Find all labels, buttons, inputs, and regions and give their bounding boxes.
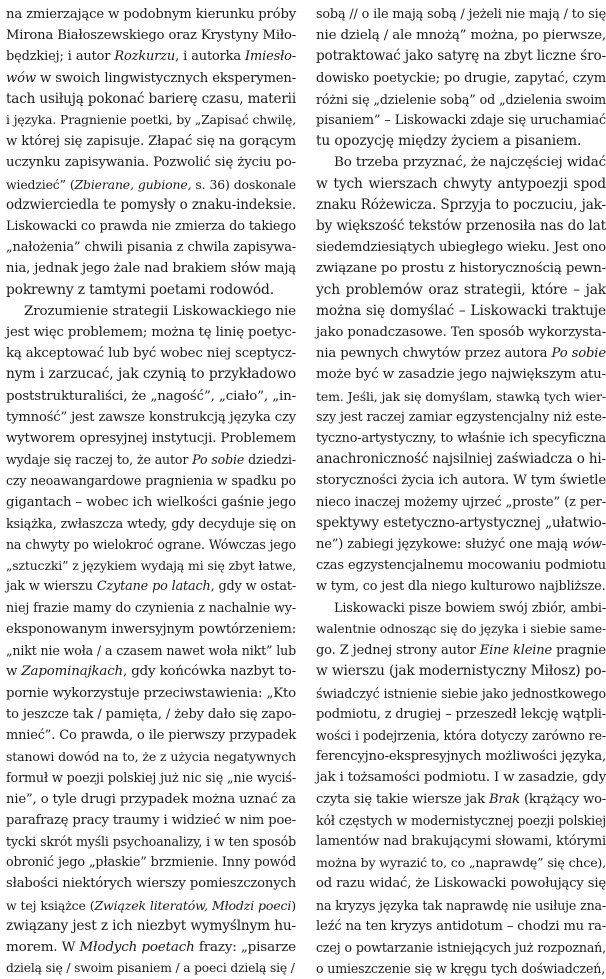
text-line: jak i tożsamości podmiotu. I w zasadzie, gdy <box>316 770 606 786</box>
text-line: kół częstych w modernistycznej poezji polskiej <box>316 812 606 828</box>
text-line: szy jest raczej zamiar egzystencjalny niż este- <box>316 409 606 425</box>
paragraph <box>6 4 296 301</box>
text-line: związany jest z ich niezbyt wymyślnym hu- <box>6 917 296 934</box>
text-line: czy neoawangardowe pragnienia w spadku po <box>6 473 296 489</box>
text-line: Bo trzeba przyznać, że najczęściej widać <box>334 154 606 171</box>
text-line: potraktować jako satyrę na zbyt liczne śro- <box>316 48 606 65</box>
text-line: „nałożenia” chwili pisania z chwila zapisywa- <box>6 240 296 256</box>
text-line: ych problemów oraz strategii, które – jak <box>316 281 606 298</box>
text-line: formuł w poezji polskiej już nic się „nie wyciś- <box>6 770 296 786</box>
text-line: niej frazie mamy do czynienia z nachalnie wy- <box>6 600 296 616</box>
text-line: poststrukturaliści, że „nagość”, „ciało”, „in- <box>6 388 296 404</box>
text-line: ne”) zabiegi językowe: służyć one mają wów- <box>316 537 606 553</box>
text-line: pornie wykorzystuje przeciwstawienia: „Kto <box>6 685 296 701</box>
text-line: o umieszczenie się w kręgu tych doświadczeń, <box>316 961 606 977</box>
text-line: tyczno-artystyczny, to właśnie ich specyficzna <box>316 431 606 447</box>
text-line: książka, zwłaszcza wtedy, gdy decyduje się on <box>6 515 296 531</box>
text-line: można by wyrazić to, co „naprawdę” się chce), <box>316 855 606 871</box>
text-line: tu opozycję między życiem a pisaniem. <box>316 133 582 150</box>
text-line: czas egzystencjalnemu mocowaniu podmiotu <box>316 558 606 574</box>
text-line: nie”, o tyle drugi przypadek można uznać za <box>6 791 296 807</box>
text-line: storyczności życia ich autora. W tym świetle <box>316 473 606 489</box>
right-text-column <box>316 4 606 979</box>
text-line: pokrewny z tamtymi poetami rodowód. <box>6 281 274 298</box>
text-line: czyta się takie wiersze jak Brak (krążący wo- <box>316 791 606 807</box>
text-line: słabości niektórych wierszy pomieszczonych <box>6 876 296 892</box>
text-line: eksponowanym inwersyjnym powtórzeniem: <box>6 621 296 637</box>
text-line: dzielą się / swoim pisaniem / a poeci dzielą się / <box>6 961 295 976</box>
text-line: tycki skrót myśli psychoanalizy, i w ten sposób <box>6 833 296 849</box>
text-line: anachroniczność najsilniej zaświadcza o hi- <box>316 451 606 468</box>
text-line: na zmierzające w podobnym kierunku próby <box>6 7 296 22</box>
text-line: gigantach – wobec ich wielkości gaśnie jego <box>6 494 296 510</box>
text-line: siedemdziesiątych ubiegłego wieku. Jest ono <box>316 240 606 256</box>
text-line: wiedzieć” (Zbierane, gubione, s. 36) doskonale <box>6 176 296 192</box>
left-text-column <box>6 4 296 979</box>
text-line: wytworem opresyjnej instytucji. Problemem <box>6 431 296 447</box>
text-line: wydaje się raczej to, że autor Po sobie dziedzi- <box>6 452 296 468</box>
text-line: czej o powtarzanie istniejących już rozpoznań, <box>316 939 606 955</box>
text-line: tach usiłują pokonać barierę czasu, materii <box>6 90 296 107</box>
text-line: ką akceptować lub być wobec niej sceptycz- <box>6 346 296 362</box>
text-line: jest więc problemem; można tę linię poetyc- <box>6 325 296 341</box>
paragraph <box>6 301 296 979</box>
text-line: w wierszu (jak modernistyczny Miłosz) po- <box>316 663 606 680</box>
text-line: nia, jednak jego żale nad brakiem słów mają <box>6 261 296 277</box>
text-line: na chwyty po wielokroć ograne. Wówczas jego <box>6 537 296 553</box>
text-line: odzwierciedla te pomysły o znaku-indeksie. <box>6 196 296 213</box>
text-line: spektywy estetyczno-artystycznej „ułatwio- <box>316 514 606 531</box>
text-line: wów w swoich lingwistycznych eksperymen- <box>6 70 296 86</box>
text-line: go. Z jednej strony autor Eine kleine pragnie <box>316 643 606 659</box>
text-line: morem. W Młodych poetach frazy: „pisarze <box>6 938 297 955</box>
text-line: jak w wierszu Czytane po latach, gdy w ostat- <box>6 579 296 595</box>
text-line: na kryzys języka tak naprawdę nie usiłuje zna- <box>316 897 606 913</box>
text-line: w tym, co jest dla niego kulturowo najbliższe. <box>316 579 606 595</box>
text-line: lamentów nad brakującymi słowami, którymi <box>316 833 606 849</box>
text-line: Liskowacki co prawda nie zmierza do takiego <box>6 219 296 235</box>
text-line: „sztuczki” z językiem wydają mi się zbyt łatwe, <box>6 558 296 574</box>
text-line: świadczyć istnienie siebie jako jednostkowego <box>316 685 606 701</box>
text-line: ferencyjno-ekspresyjnych możliwości języka, <box>316 749 606 765</box>
text-line: leźć na ten kryzys antidotum – chodzi mu ra- <box>316 918 606 934</box>
text-line: jako ponadczasowe. Ten sposób wykorzysta- <box>316 325 606 341</box>
text-line: będzkiej; i autor Rozkurzu, i autorka Imiesło- <box>6 49 296 65</box>
text-line: nieco inaczej możemy ujrzeć „proste” (z per- <box>316 494 606 510</box>
text-line: stanowi dowód na to, że z użycia negatywnych <box>6 749 296 765</box>
text-line: „nikt nie woła / a czasem nawet woła nikt” lub <box>6 643 296 659</box>
text-line: pisaniem” – Liskowacki zdaje się uruchamiać <box>316 113 606 129</box>
text-line: mnieć”. Co prawda, o ile pierwszy przypadek <box>6 727 296 743</box>
text-line: wości i podejrzenia, która dotyczy zarówno re- <box>316 727 606 743</box>
text-line: w której się zapisuje. Złapać się na gorącym <box>6 134 296 150</box>
text-line: związane po prostu z historycznością pewn- <box>316 261 606 277</box>
text-line: obronić jego „płaskie” brzmienie. Inny powód <box>6 855 296 871</box>
text-line: w tych wierszach chwyty antypoezji spod <box>316 175 606 192</box>
paragraph <box>316 4 606 152</box>
text-line: Zrozumienie strategii Liskowackiego nie <box>24 302 296 319</box>
text-line: to jeszcze tak / pamięta, / żeby dało się zapo- <box>6 706 296 722</box>
text-line: w Zapominajkach, gdy końcówka nazbyt to- <box>6 664 296 680</box>
text-line: tem. Jeśli, jak się domyślam, stawką tych wier- <box>316 388 606 404</box>
text-line: można się domyślać – Liskowacki traktuje <box>316 302 606 319</box>
text-line: nym i zarzucać, jak czynią to przykładowo <box>6 366 296 383</box>
text-line: różni się „dzielenie sobą” od „dzielenia swoim <box>316 91 606 107</box>
text-line: i języka. Pragnienie poetki, by „Zapisać chwilę, <box>6 113 296 128</box>
text-line: Mirona Białoszewskiego oraz Krystyny Miło- <box>6 28 296 44</box>
text-line: dowisko poetyckie; po drugie, zapytać, czym <box>316 70 606 86</box>
text-line: by większość tekstów przenosiła nas do lat <box>316 218 606 235</box>
text-line: może być w zasadzie jego największym atu- <box>316 367 606 383</box>
text-line: Liskowacki pisze bowiem swój zbiór, ambi- <box>334 600 606 616</box>
text-line: sobą // o ile mają sobą / jeżeli nie mają / to się <box>316 7 606 22</box>
text-line: parafrazę pracy traumy i widzieć w nim poe- <box>6 812 296 828</box>
text-line: od razu widać, że Liskowacki powołujący się <box>316 876 606 892</box>
text-line: znaku Różewicza. Sprzyja to poczuciu, jak- <box>316 196 606 213</box>
text-line: uczynku zapisywania. Pozwolić się życiu po- <box>6 155 296 171</box>
paragraph <box>316 152 606 597</box>
paragraph <box>316 598 606 979</box>
text-line: nia pewnych chwytów przez autora Po sobie <box>316 346 606 362</box>
text-line: tymność” jest zawsze konstrukcją języka czy <box>6 409 296 425</box>
text-line: podmiotu, z drugiej – przeszedł lekcję wątpli- <box>316 706 606 722</box>
text-line: w tej książce (Związek literatów, Młodzi poeci) <box>6 897 296 913</box>
text-line: nie dzielą / ale mnożą” można, po pierwsze, <box>316 28 606 44</box>
text-line: walentnie odnosząc się do języka i siebie same- <box>316 621 606 636</box>
